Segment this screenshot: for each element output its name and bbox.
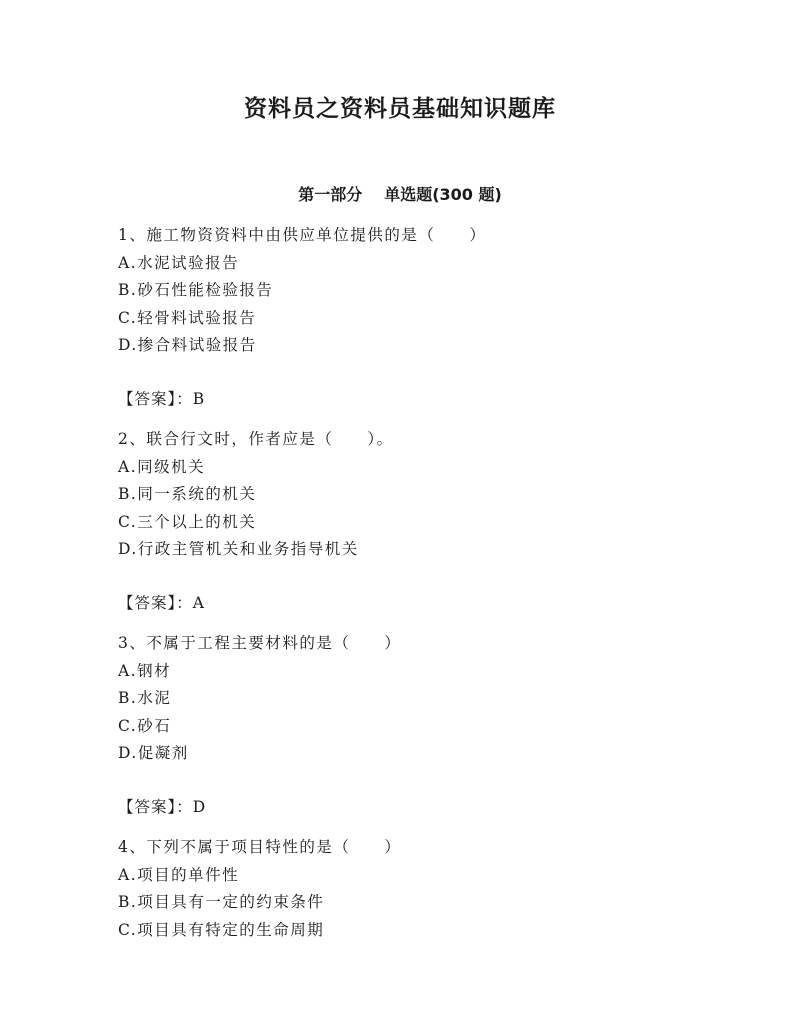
option-a: A.同级机关 [118,457,206,476]
option-b: B.项目具有一定的约束条件 [118,893,325,911]
question-stem: 1、施工物资资料中由供应单位提供的是（ ） [118,226,487,244]
question-stem: 3、不属于工程主要材料的是（ ） [118,634,402,652]
question-stem: 4、下列不属于项目特性的是（ ） [118,838,402,856]
question-1 [118,222,718,360]
option-a: A.项目的单件性 [118,865,240,884]
option-d: D.掺合料试验报告 [118,336,257,354]
question-2 [118,426,718,564]
answer-2: 【答案】：A [118,594,205,612]
answer-1: 【答案】：B [118,390,206,408]
answer-3: 【答案】：D [118,798,207,816]
option-c: C.三个以上的机关 [118,512,257,531]
section-heading [0,183,800,207]
question-4 [118,834,718,944]
option-b: B.水泥 [118,689,172,707]
option-a: A.水泥试验报告 [118,253,240,272]
option-c: C.项目具有特定的生命周期 [118,920,325,939]
option-b: B.砂石性能检验报告 [118,281,274,299]
question-3 [118,630,718,768]
option-c: C.轻骨料试验报告 [118,308,257,327]
option-a: A.钢材 [118,661,172,680]
option-d: D.行政主管机关和业务指导机关 [118,540,359,558]
option-d: D.促凝剂 [118,744,189,762]
option-b: B.同一系统的机关 [118,485,257,503]
section-name: 单选题(300 题) [384,185,502,204]
section-part: 第一部分 [298,185,363,204]
option-c: C.砂石 [118,716,172,735]
question-stem: 2、联合行文时，作者应是（ ）。 [118,430,394,448]
document-title: 资料员之资料员基础知识题库 [244,96,556,122]
